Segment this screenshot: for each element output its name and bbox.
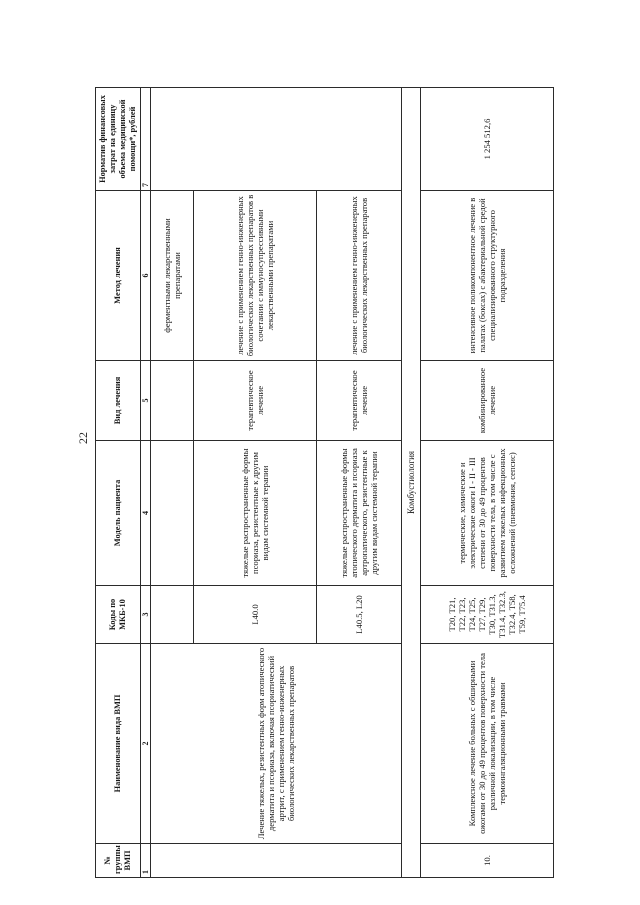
header-norm: Норматив финансовых затрат на единицу объема медицинской помощи*, рублей bbox=[96, 88, 141, 191]
col-num-7: 7 bbox=[140, 88, 150, 191]
cell-type: терапевтическое лечение bbox=[194, 361, 317, 441]
header-method: Метод лечения bbox=[96, 191, 141, 361]
cell-codes-empty bbox=[151, 586, 194, 644]
table-row bbox=[151, 88, 194, 878]
cell-model: термические, химические и электрические ожоги I - II - III степени от 30 до 49 процентов поверхности тела, в том числе с развитием тяжелых инфекционных осложнений (пневмония, сепсис) bbox=[421, 441, 554, 586]
cell-model: тяжелые распространенные формы атопического дерматита и псориаза артропатического, резистентные к другим видам системной терапии bbox=[317, 441, 402, 586]
cell-group-empty bbox=[151, 844, 402, 878]
header-name: Наименование вида ВМП bbox=[96, 644, 141, 844]
cell-codes: T20, T21, T22, T23, T24, T25, T27, T29, T30, T31.3, T31.4, T32.3, T32.4, T58, T59, T75.4 bbox=[421, 586, 554, 644]
col-num-3: 3 bbox=[140, 586, 150, 644]
col-num-1: 1 bbox=[140, 844, 150, 878]
cell-method-continuation: ферментными лекарственными препаратами bbox=[151, 191, 194, 361]
cell-type-empty bbox=[151, 361, 194, 441]
header-codes: Коды по МКБ-10 bbox=[96, 586, 141, 644]
cell-name: Комплексное лечение больных с обширными ожогами от 30 до 49 процентов поверхности тела различной локализации, в том числе термоингаляционными травмами bbox=[421, 644, 554, 844]
header-type: Вид лечения bbox=[96, 361, 141, 441]
cell-method: лечение с применением генно-инженерных биологических лекарственных препаратов в сочетании с иммуносупрессивными лекарственными препаратами bbox=[194, 191, 317, 361]
table-row bbox=[421, 88, 554, 878]
cell-type: комбинированное лечение bbox=[421, 361, 554, 441]
cell-norm-empty bbox=[151, 88, 402, 191]
section-row bbox=[402, 88, 421, 878]
cell-method: интенсивное поликомпонентное лечение в палатах (боксах) с абактериальной средой специализированного структурного подразделения bbox=[421, 191, 554, 361]
cell-model: тяжелые распространенные формы псориаза, резистентные к другим видам системной терапии bbox=[194, 441, 317, 586]
cell-group: 10. bbox=[421, 844, 554, 878]
vmp-table bbox=[95, 87, 554, 878]
cell-model-empty bbox=[151, 441, 194, 586]
header-group: № группы ВМП bbox=[96, 844, 141, 878]
page-number: 22 bbox=[76, 432, 90, 444]
cell-method: лечение с применением генно-инженерных биологических лекарственных препаратов bbox=[317, 191, 402, 361]
cell-norm: 1 254 512,6 bbox=[421, 88, 554, 191]
section-title: Комбустиология bbox=[402, 88, 421, 878]
rotated-table-sheet bbox=[95, 88, 605, 878]
col-num-4: 4 bbox=[140, 441, 150, 586]
cell-codes: L40.5, L20 bbox=[317, 586, 402, 644]
col-num-2: 2 bbox=[140, 644, 150, 844]
col-num-5: 5 bbox=[140, 361, 150, 441]
col-num-6: 6 bbox=[140, 191, 150, 361]
header-model: Модель пациента bbox=[96, 441, 141, 586]
column-number-row bbox=[140, 88, 150, 878]
cell-codes: L40.0 bbox=[194, 586, 317, 644]
header-row bbox=[96, 88, 141, 878]
cell-type: терапевтическое лечение bbox=[317, 361, 402, 441]
cell-name-psoriasis: Лечение тяжелых, резистентных форм атопического дерматита и псориаза, включая псориатический артрит, с применением генно-инженерных биологических лекарственных препаратов bbox=[151, 644, 402, 844]
